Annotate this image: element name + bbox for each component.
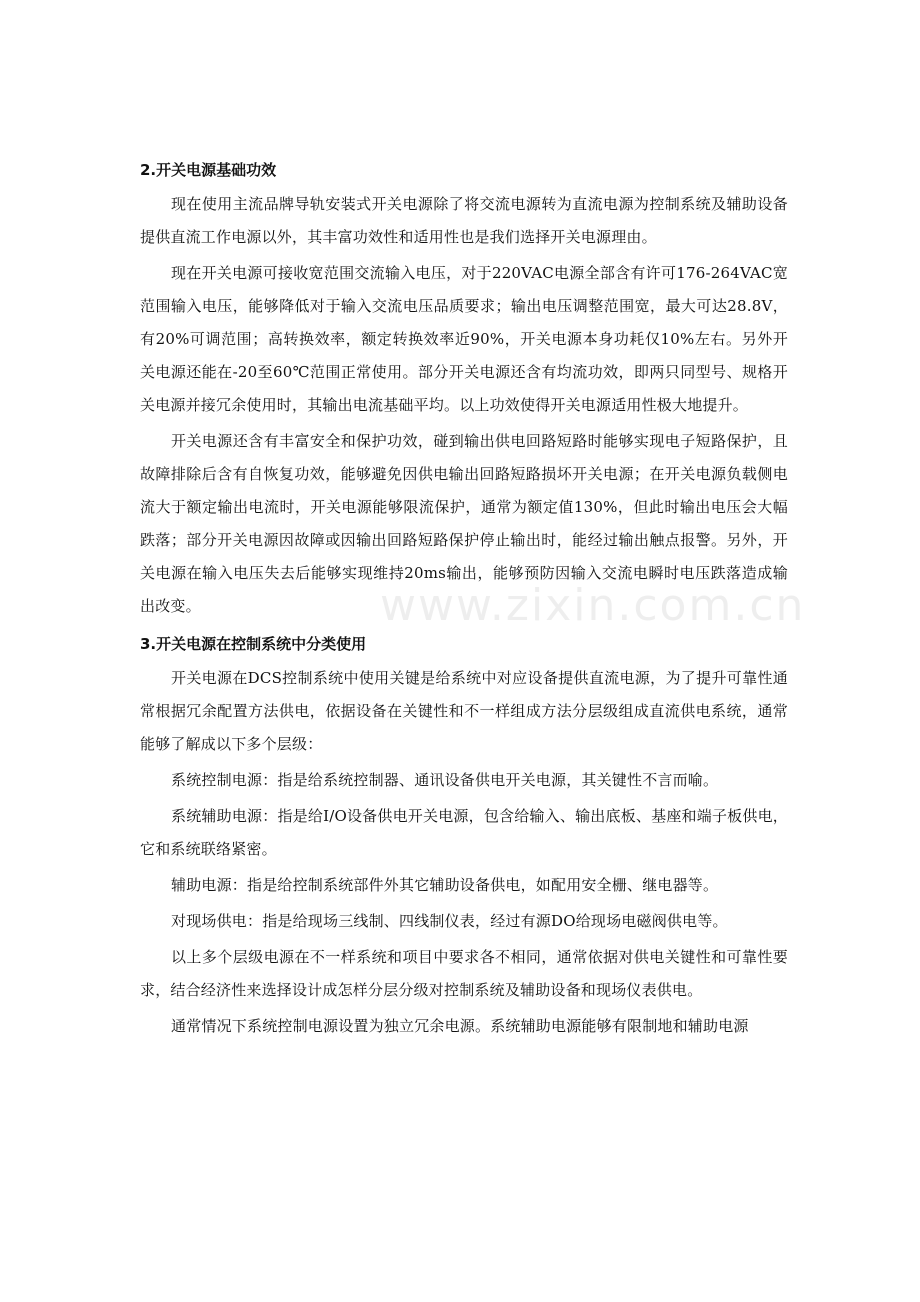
paragraph: 开关电源还含有丰富安全和保护功效，碰到输出供电回路短路时能够实现电子短路保护，且故障排除后含有自恢复功效，能够避免因供电输出回路短路损坏开关电源；在开关电源负载侧电流大于额定输出电流时，开关电源能够限流保护，通常为额定值130%，但此时输出电压会大幅跌落；部分开关电源因故障或因输出回路短路保护停止输出时，能经过输出触点报警。另外，开关电源在输入电压失去后能够实现维持20ms输出，能够预防因输入交流电瞬时电压跌落造成输出改变。 xyxy=(140,432,788,615)
paragraph: 开关电源在DCS控制系统中使用关键是给系统中对应设备提供直流电源，为了提升可靠性通常根据冗余配置方法供电，依据设备在关键性和不一样组成方法分层级组成直流供电系统，通常能够了解成以下多个层级： xyxy=(140,669,788,753)
section-heading: 2.开关电源基础功效 xyxy=(140,161,277,179)
paragraph: 以上多个层级电源在不一样系统和项目中要求各不相同，通常依据对供电关键性和可靠性要求，结合经济性来选择设计成怎样分层分级对控制系统及辅助设备和现场仪表供电。 xyxy=(140,948,788,999)
paragraph: 系统控制电源：指是给系统控制器、通讯设备供电开关电源，其关键性不言而喻。 xyxy=(171,771,719,789)
paragraph: 通常情况下系统控制电源设置为独立冗余电源。系统辅助电源能够有限制地和辅助电源 xyxy=(171,1017,749,1035)
paragraph: 系统辅助电源：指是给I/O设备供电开关电源，包含给输入、输出底板、基座和端子板供电，它和系统联络紧密。 xyxy=(140,807,788,858)
watermark: www.zixin.com.cn xyxy=(380,580,806,631)
document-body xyxy=(140,152,788,1046)
paragraph: 现在开关电源可接收宽范围交流输入电压，对于220VAC电源全部含有许可176-264VAC宽范围输入电压，能够降低对于输入交流电压品质要求；输出电压调整范围宽，最大可达28.8V，有20%可调范围；高转换效率，额定转换效率近90%，开关电源本身功耗仅10%左右。另外开关电源还能在-20至60℃范围正常使用。部分开关电源还含有均流功效，即两只同型号、规格开关电源并接冗余使用时，其输出电流基础平均。以上功效使得开关电源适用性极大地提升。 xyxy=(140,264,788,414)
paragraph: 对现场供电：指是给现场三线制、四线制仪表，经过有源DO给现场电磁阀供电等。 xyxy=(171,912,728,930)
paragraph: 辅助电源：指是给控制系统部件外其它辅助设备供电，如配用安全栅、继电器等。 xyxy=(171,876,719,894)
paragraph: 现在使用主流品牌导轨安装式开关电源除了将交流电源转为直流电源为控制系统及辅助设备提供直流工作电源以外，其丰富功效性和适用性也是我们选择开关电源理由。 xyxy=(140,195,788,246)
section-heading: 3.开关电源在控制系统中分类使用 xyxy=(140,635,367,653)
